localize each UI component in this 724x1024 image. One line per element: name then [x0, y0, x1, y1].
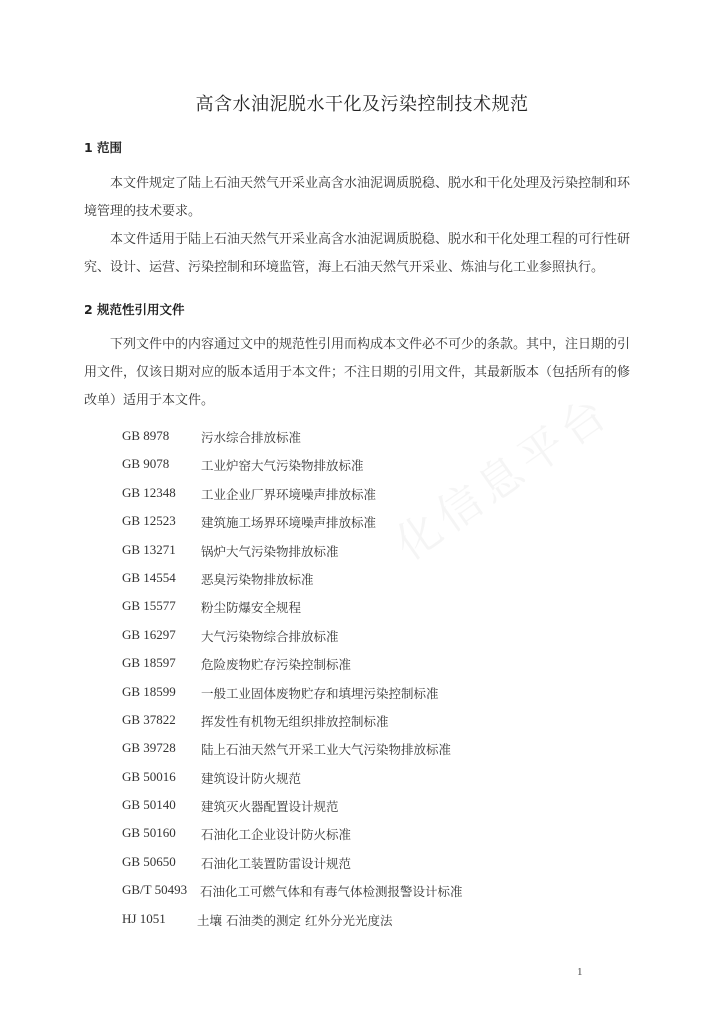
- reference-name: 陆上石油天然气开采工业大气污染物排放标准: [201, 742, 452, 758]
- section-2-heading: 2 规范性引用文件: [84, 302, 185, 317]
- paragraph-line: 究、设计、运营、污染控制和环境监管，海上石油天然气开采业、炼油与化工业参照执行。: [84, 260, 605, 275]
- reference-name: 工业企业厂界环境噪声排放标准: [201, 486, 377, 502]
- reference-code: GB 14554: [122, 569, 176, 585]
- reference-name: 污水综合排放标准: [201, 430, 302, 445]
- paragraph-line: 本文件适用于陆上石油天然气开采业高含水油泥调质脱稳、脱水和干化处理工程的可行性研: [110, 232, 631, 247]
- reference-name: 一般工业固体废物贮存和填埋污染控制标准: [201, 685, 439, 701]
- section-1-heading: 1 范围: [84, 140, 123, 155]
- reference-code: GB 50160: [122, 825, 176, 841]
- paragraph-line: 下列文件中的内容通过文中的规范性引用而构成本文件必不可少的条款。其中，注日期的引: [110, 337, 631, 352]
- paragraph-line: 境管理的技术要求。: [84, 204, 202, 219]
- section-1-paragraph-2: [84, 226, 640, 282]
- reference-name: 锅炉大气污染物排放标准: [201, 543, 339, 559]
- reference-name: 土壤 石油类的测定 红外分光光度法: [197, 912, 393, 928]
- reference-code: GB 8978: [122, 428, 170, 443]
- reference-code: GB 39728: [122, 740, 176, 756]
- reference-code: GB 50140: [122, 797, 176, 813]
- reference-name: 建筑灭火器配置设计规范: [201, 799, 339, 815]
- reference-name: 建筑施工场界环境噪声排放标准: [201, 515, 377, 531]
- paragraph-line: 用文件，仅该日期对应的版本适用于本文件；不注日期的引用文件，其最新版本（包括所有的修: [84, 365, 631, 380]
- reference-name: 恶臭污染物排放标准: [201, 571, 314, 587]
- reference-code: GB 15577: [122, 598, 176, 614]
- document-title: 高含水油泥脱水干化及污染控制技术规范: [195, 94, 529, 115]
- reference-name: 粉尘防爆安全规程: [201, 600, 302, 616]
- section-1-paragraph-1: [84, 170, 640, 226]
- reference-code: HJ 1051: [122, 910, 166, 926]
- reference-code: GB 50016: [122, 768, 176, 784]
- reference-name: 大气污染物综合排放标准: [201, 628, 339, 644]
- reference-code: GB 13271: [122, 541, 176, 557]
- reference-code: GB 16297: [122, 626, 176, 642]
- page-number: 1: [577, 966, 583, 978]
- section-2-intro: [84, 331, 640, 415]
- reference-code: GB 37822: [122, 711, 176, 727]
- reference-name: 石油化工装置防雷设计规范: [201, 855, 352, 871]
- reference-name: 挥发性有机物无组织排放控制标准: [201, 713, 389, 729]
- reference-code: GB 18599: [122, 683, 176, 699]
- reference-name: 石油化工企业设计防火标准: [201, 827, 352, 843]
- reference-name: 工业炉窑大气污染物排放标准: [201, 458, 364, 474]
- reference-code: GB 12348: [122, 484, 176, 500]
- reference-code: GB 12523: [122, 513, 176, 529]
- reference-code: GB/T 50493: [122, 882, 188, 898]
- reference-name: 危险废物贮存污染控制标准: [201, 657, 352, 673]
- reference-code: GB 18597: [122, 655, 176, 671]
- reference-code: GB 50650: [122, 853, 176, 869]
- reference-name: 建筑设计防火规范: [201, 770, 302, 786]
- watermark: 化信息平台: [386, 385, 621, 571]
- paragraph-line: 本文件规定了陆上石油天然气开采业高含水油泥调质脱稳、脱水和干化处理及污染控制和环: [110, 176, 631, 191]
- paragraph-line: 改单）适用于本文件。: [84, 393, 215, 408]
- reference-code: GB 9078: [122, 456, 170, 472]
- reference-name: 石油化工可燃气体和有毒气体检测报警设计标准: [200, 884, 463, 900]
